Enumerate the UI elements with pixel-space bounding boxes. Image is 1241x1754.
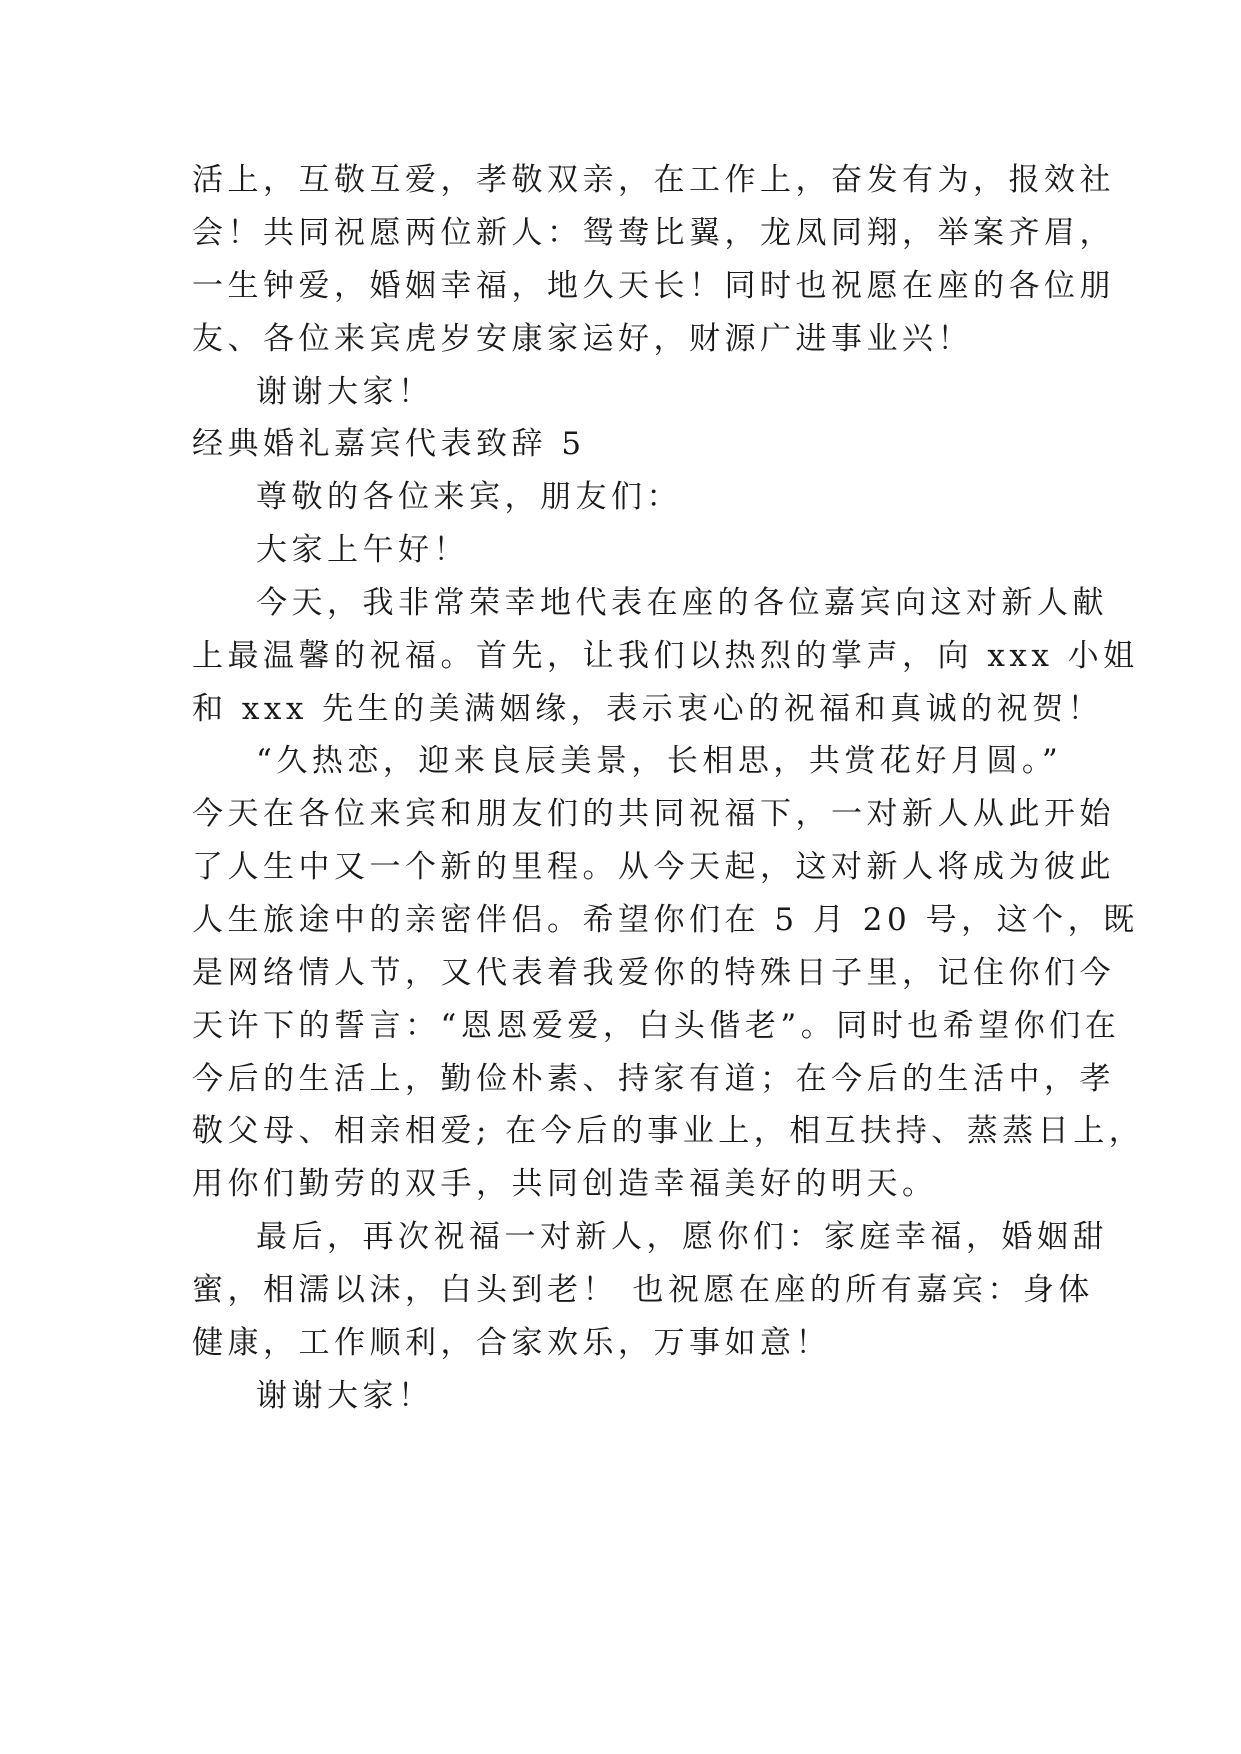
text-line: 今天，我非常荣幸地代表在座的各位嘉宾向这对新人献 <box>256 585 1108 621</box>
text-line: 今后的生活上，勤俭朴素、持家有道；在今后的生活中，孝 <box>192 1061 1115 1097</box>
text-line: 天许下的誓言：“恩恩爱爱，白头偕老”。同时也希望你们在 <box>192 1008 1121 1044</box>
text-line: 一生钟爱，婚姻幸福，地久天长！同时也祝愿在座的各位朋 <box>192 268 1115 304</box>
text-line: 健康，工作顺利，合家欢乐，万事如意！ <box>192 1325 831 1361</box>
text-line: 敬父母、相亲相爱; 在今后的事业上，相互扶持、蒸蒸日上， <box>192 1113 1145 1149</box>
closing-line: 谢谢大家！ <box>256 1378 434 1414</box>
section-heading: 经典婚礼嘉宾代表致辞 5 <box>192 426 586 462</box>
text-line: 人生旅途中的亲密伴侣。希望你们在 5 月 20 号，这个，既 <box>192 902 1139 938</box>
text-line: 友、各位来宾虎岁安康家运好，财源广进事业兴！ <box>192 321 973 357</box>
text-line: 活上，互敬互爱，孝敬双亲，在工作上，奋发有为，报效社 <box>192 162 1115 198</box>
quote-line: “久热恋，迎来良辰美景，长相思，共赏花好月圆。” <box>256 743 1063 779</box>
text-line: 蜜，相濡以沫，白头到老！ 也祝愿在座的所有嘉宾：身体 <box>192 1272 1094 1308</box>
text-line: 会！共同祝愿两位新人：鸳鸯比翼，龙凤同翔，举案齐眉， <box>192 215 1115 251</box>
text-line: 是网络情人节，又代表着我爱你的特殊日子里，记住你们今 <box>192 955 1115 991</box>
text-line: 最后，再次祝福一对新人，愿你们：家庭幸福，婚姻甜 <box>256 1219 1108 1255</box>
text-line: 了人生中又一个新的里程。从今天起，这对新人将成为彼此 <box>192 849 1115 885</box>
closing-line: 谢谢大家！ <box>256 374 434 410</box>
text-line: 今天在各位来宾和朋友们的共同祝福下，一对新人从此开始 <box>192 796 1115 832</box>
text-line: 和 xxx 先生的美满姻缘，表示衷心的祝福和真诚的祝贺！ <box>192 691 1104 727</box>
salutation: 尊敬的各位来宾，朋友们： <box>256 479 682 515</box>
text-line: 上最温馨的祝福。首先，让我们以热烈的掌声，向 xxx 小姐 <box>192 638 1139 674</box>
text-line: 用你们勤劳的双手，共同创造幸福美好的明天。 <box>192 1166 938 1202</box>
greeting: 大家上午好！ <box>256 532 469 568</box>
